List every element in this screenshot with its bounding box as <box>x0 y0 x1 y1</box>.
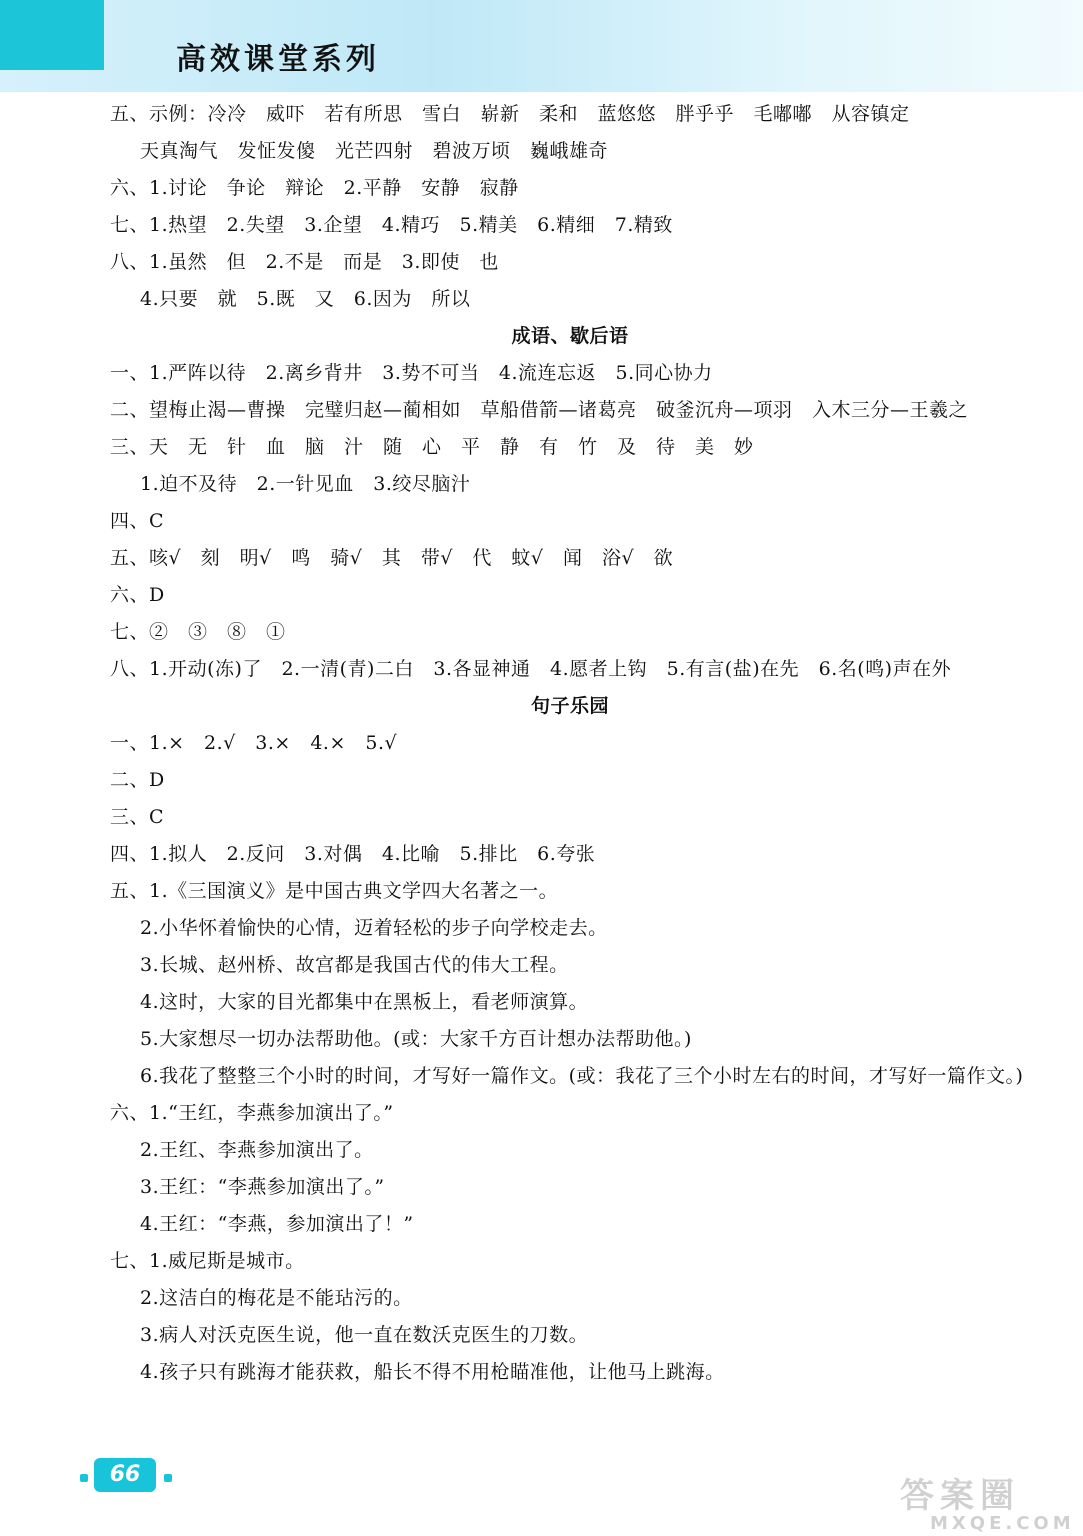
answer-line: 2.王红、李燕参加演出了。 <box>140 1139 374 1161</box>
watermark-text: 答案圈 <box>900 1476 1020 1516</box>
answer-line: 5.大家想尽一切办法帮助他。(或：大家千方百计想办法帮助他。) <box>140 1028 692 1050</box>
answer-line: 八、1.虽然 但 2.不是 而是 3.即使 也 <box>110 251 499 273</box>
answer-line: 6.我花了整整三个小时的时间，才写好一篇作文。(或：我花了三个小时左右的时间，才写好一篇作文。) <box>140 1065 1024 1087</box>
answer-line: 2.小华怀着愉快的心情，迈着轻松的步子向学校走去。 <box>140 917 608 939</box>
page-number-badge <box>80 1452 180 1500</box>
series-title: 高效课堂系列 <box>176 42 380 77</box>
answer-line: 六、1.讨论 争论 辩论 2.平静 安静 寂静 <box>110 177 519 199</box>
header-band <box>0 0 1083 92</box>
answer-line: 二、D <box>110 769 165 791</box>
decor-dot <box>80 1474 88 1482</box>
answer-line: 八、1.开动(冻)了 2.一清(青)二白 3.各显神通 4.愿者上钩 5.有言(盐)在先 6.名(鸣)声在外 <box>110 658 952 680</box>
answer-line: 三、C <box>110 806 165 828</box>
watermark <box>900 1476 1075 1534</box>
answer-content <box>110 96 1030 1391</box>
answer-line: 3.病人对沃克医生说，他一直在数沃克医生的刀数。 <box>140 1324 589 1346</box>
answer-line: 4.孩子只有跳海才能获救，船长不得不用枪瞄准他，让他马上跳海。 <box>140 1361 725 1383</box>
answer-line: 一、1.严阵以待 2.离乡背井 3.势不可当 4.流连忘返 5.同心协力 <box>110 362 713 384</box>
answer-line: 五、1.《三国演义》是中国古典文学四大名著之一。 <box>110 880 559 902</box>
answer-line: 七、1.威尼斯是城市。 <box>110 1250 305 1272</box>
answer-line: 4.这时，大家的目光都集中在黑板上，看老师演算。 <box>140 991 589 1013</box>
answer-line: 五、示例：冷冷 威吓 若有所思 雪白 崭新 柔和 蓝悠悠 胖乎乎 毛嘟嘟 从容镇定 <box>110 103 910 125</box>
answer-line: 一、1.× 2.√ 3.× 4.× 5.√ <box>110 732 398 754</box>
answer-line: 四、C <box>110 510 165 532</box>
answer-line: 天真淘气 发怔发傻 光芒四射 碧波万顷 巍峨雄奇 <box>140 140 609 162</box>
header-accent-block <box>0 0 104 70</box>
page-number: 66 <box>94 1458 156 1492</box>
watermark-domain: MXQE.COM <box>930 1513 1075 1534</box>
answer-line: 六、1.“王红，李燕参加演出了。” <box>110 1102 394 1124</box>
answer-line: 2.这洁白的梅花是不能玷污的。 <box>140 1287 413 1309</box>
answer-line: 七、② ③ ⑧ ① <box>110 621 286 643</box>
answer-line: 4.王红：“李燕，参加演出了！” <box>140 1213 414 1235</box>
answer-line: 七、1.热望 2.失望 3.企望 4.精巧 5.精美 6.精细 7.精致 <box>110 214 673 236</box>
decor-dot <box>164 1474 172 1482</box>
section-heading: 句子乐园 <box>530 695 609 717</box>
answer-line: 三、天 无 针 血 脑 汁 随 心 平 静 有 竹 及 待 美 妙 <box>110 436 754 458</box>
section-heading: 成语、歇后语 <box>511 325 629 347</box>
answer-line: 4.只要 就 5.既 又 6.因为 所以 <box>140 288 471 310</box>
answer-line: 四、1.拟人 2.反问 3.对偶 4.比喻 5.排比 6.夸张 <box>110 843 596 865</box>
answer-line: 3.长城、赵州桥、故宫都是我国古代的伟大工程。 <box>140 954 569 976</box>
answer-line: 二、望梅止渴—曹操 完璧归赵—蔺相如 草船借箭—诸葛亮 破釜沉舟—项羽 入木三分—王羲之 <box>110 399 969 421</box>
answer-line: 五、咳√ 刻 明√ 鸣 骑√ 其 带√ 代 蚊√ 闻 浴√ 欲 <box>110 547 674 569</box>
answer-line: 3.王红：“李燕参加演出了。” <box>140 1176 385 1198</box>
answer-line: 1.迫不及待 2.一针见血 3.绞尽脑汁 <box>140 473 471 495</box>
answer-line: 六、D <box>110 584 165 606</box>
